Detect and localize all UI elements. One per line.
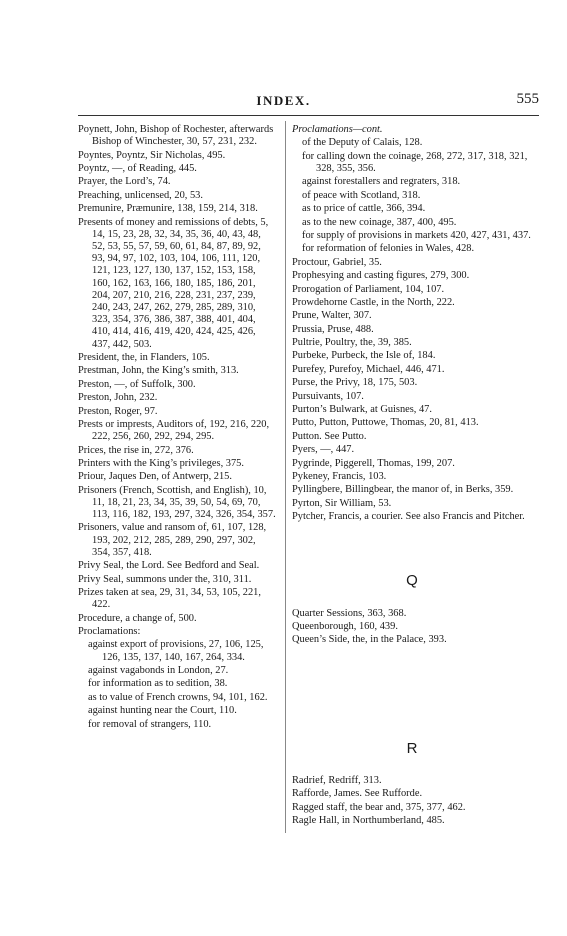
- index-subentry: against forestallers and regraters, 318.: [302, 176, 461, 188]
- index-entry: Presents of money and remissions of debts, 5, 14, 15, 23, 28, 32, 34, 35, 36, 40, 43, 48, 52, 53, 55, 57, 59, 60, 61, 84, 87, 89, 92, 93, 94, 97, 102, 103, 104, 106, 111, 120, 121, 123, 127, 130, 137, 152, 153, 158, 160, 162, 163, 166, 180, 185, 186, 201, 204, 207, 210, 216, 228, 231, 237, 239, 240, 243, 247, 262, 279, 285, 289, 310, 323, 354, 376, 386, 387, 388, 401, 404, 410, 414, 416, 419, 420, 424, 425, 426, 437, 442, 503.: [78, 216, 269, 350]
- index-subentry: for supply of provisions in markets 420, 427, 431, 437.: [302, 229, 531, 241]
- index-column-right: [292, 124, 532, 828]
- index-entry: Privy Seal, summons under the, 310, 311.: [78, 573, 252, 585]
- index-subentry: as to value of French crowns, 94, 101, 162.: [88, 691, 268, 703]
- index-entry: Priour, Jaques Den, of Antwerp, 215.: [78, 471, 232, 483]
- continued-heading: Proclamations—cont.: [292, 124, 383, 135]
- index-entry: Pursuivants, 107.: [292, 390, 364, 402]
- index-entry: Putton. See Putto.: [292, 430, 367, 442]
- index-entry: Procedure, a change of, 500.: [78, 612, 197, 624]
- index-entry: Proclamations:: [78, 626, 141, 638]
- index-entry: Preaching, unlicensed, 20, 53.: [78, 189, 203, 201]
- index-entry: Ragged staff, the bear and, 375, 377, 462.: [292, 801, 466, 813]
- index-subentry: for calling down the coinage, 268, 272, 317, 318, 321, 328, 355, 356.: [302, 150, 528, 174]
- index-entry: Preston, John, 232.: [78, 392, 158, 404]
- index-entry: Proctour, Gabriel, 35.: [292, 256, 382, 268]
- index-entry: Purefey, Purefoy, Michael, 446, 471.: [292, 363, 445, 375]
- index-entries-p: [292, 137, 532, 523]
- index-entry: Prussia, Pruse, 488.: [292, 323, 374, 335]
- index-entry: President, the, in Flanders, 105.: [78, 351, 210, 363]
- index-entry: Pyllingbere, Billingbear, the manor of, in Berks, 359.: [292, 484, 514, 496]
- index-entry: Pyers, —, 447.: [292, 444, 355, 456]
- running-header-title: INDEX.: [256, 93, 311, 108]
- index-entries-q: [292, 608, 532, 647]
- index-entries-r: [292, 775, 532, 827]
- index-entry: Prests or imprests, Auditors of, 192, 216, 220, 222, 256, 260, 292, 294, 295.: [78, 418, 270, 443]
- index-subentry: as to price of cattle, 366, 394.: [302, 203, 426, 215]
- index-entry: Rafforde, James. See Rufforde.: [292, 788, 423, 800]
- index-entry: Printers with the King’s privileges, 375.: [78, 457, 244, 469]
- index-entry: Prophesying and casting figures, 279, 300.: [292, 270, 470, 282]
- index-column-left: [78, 124, 276, 732]
- index-entry: Prune, Walter, 307.: [292, 310, 372, 322]
- index-subentry: of peace with Scotland, 318.: [302, 189, 421, 201]
- index-entry: Preston, Roger, 97.: [78, 405, 158, 417]
- index-entry: Privy Seal, the Lord. See Bedford and Seal.: [78, 560, 260, 572]
- index-entry: Prizes taken at sea, 29, 31, 34, 53, 105, 221, 422.: [78, 587, 261, 611]
- index-subentry: of the Deputy of Calais, 128.: [302, 137, 423, 149]
- index-entry: Poyntes, Poyntz, Sir Nicholas, 495.: [78, 149, 226, 161]
- index-entry: Queen’s Side, the, in the Palace, 393.: [292, 634, 447, 646]
- index-entry: Purton’s Bulwark, at Guisnes, 47.: [292, 404, 432, 416]
- index-entry: Pyrton, Sir William, 53.: [292, 497, 392, 509]
- index-entry: Prorogation of Parliament, 104, 107.: [292, 283, 445, 295]
- index-entry: Poynett, John, Bishop of Rochester, afterwards Bishop of Winchester, 30, 57, 231, 232.: [78, 124, 274, 148]
- index-entry: Pykeney, Francis, 103.: [292, 470, 387, 482]
- index-entry: Quarter Sessions, 363, 368.: [292, 607, 407, 619]
- index-entry: Prowdehorne Castle, in the North, 222.: [292, 296, 455, 308]
- index-entry: Purse, the Privy, 18, 175, 503.: [292, 377, 418, 389]
- index-entry: Prayer, the Lord’s, 74.: [78, 176, 171, 188]
- index-subentry: for removal of strangers, 110.: [88, 718, 212, 730]
- index-entry: Pytcher, Francis, a courier. See also Francis and Pitcher.: [292, 511, 525, 523]
- index-entry: Radrief, Redriff, 313.: [292, 774, 382, 786]
- header-rule: [78, 115, 539, 116]
- index-entry: Premunire, Præmunire, 138, 159, 214, 318.: [78, 203, 258, 215]
- index-subentry: for information as to sedition, 38.: [88, 678, 228, 690]
- index-subentry: against vagabonds in London, 27.: [88, 665, 229, 677]
- index-subentry: for reformation of felonies in Wales, 428.: [302, 243, 475, 255]
- index-entry: Preston, —, of Suffolk, 300.: [78, 378, 196, 390]
- index-entry: Prices, the rise in, 272, 376.: [78, 444, 194, 456]
- index-entry: Purbeke, Purbeck, the Isle of, 184.: [292, 350, 436, 362]
- section-letter-r: R: [406, 739, 418, 757]
- index-entry: Prisoners, value and ransom of, 61, 107, 128, 193, 202, 212, 285, 289, 290, 297, 302, 354, 357, 418.: [78, 522, 267, 558]
- index-entry: Prisoners (French, Scottish, and English), 10, 11, 18, 21, 23, 34, 35, 39, 50, 54, 69, 70, 113, 116, 182, 193, 297, 324, 326, 354, 357.: [78, 484, 276, 521]
- index-subentry: as to the new coinage, 387, 400, 495.: [302, 216, 457, 228]
- index-entry: Poyntz, —, of Reading, 445.: [78, 162, 197, 174]
- column-divider: [285, 121, 286, 833]
- index-entry: Pygrinde, Piggerell, Thomas, 199, 207.: [292, 457, 455, 469]
- section-letter-q: Q: [406, 572, 418, 590]
- index-entry: Pultrie, Poultry, the, 39, 385.: [292, 337, 412, 349]
- index-subentry: against export of provisions, 27, 106, 125, 126, 135, 137, 140, 167, 264, 334.: [88, 639, 264, 663]
- index-entry: Queenborough, 160, 439.: [292, 620, 398, 632]
- page-number: 555: [516, 91, 539, 107]
- index-entry: Putto, Putton, Puttowe, Thomas, 20, 81, 413.: [292, 417, 479, 429]
- index-entry: Prestman, John, the King’s smith, 313.: [78, 365, 239, 377]
- index-subentry: against hunting near the Court, 110.: [88, 705, 237, 717]
- index-entry: Ragle Hall, in Northumberland, 485.: [292, 814, 445, 826]
